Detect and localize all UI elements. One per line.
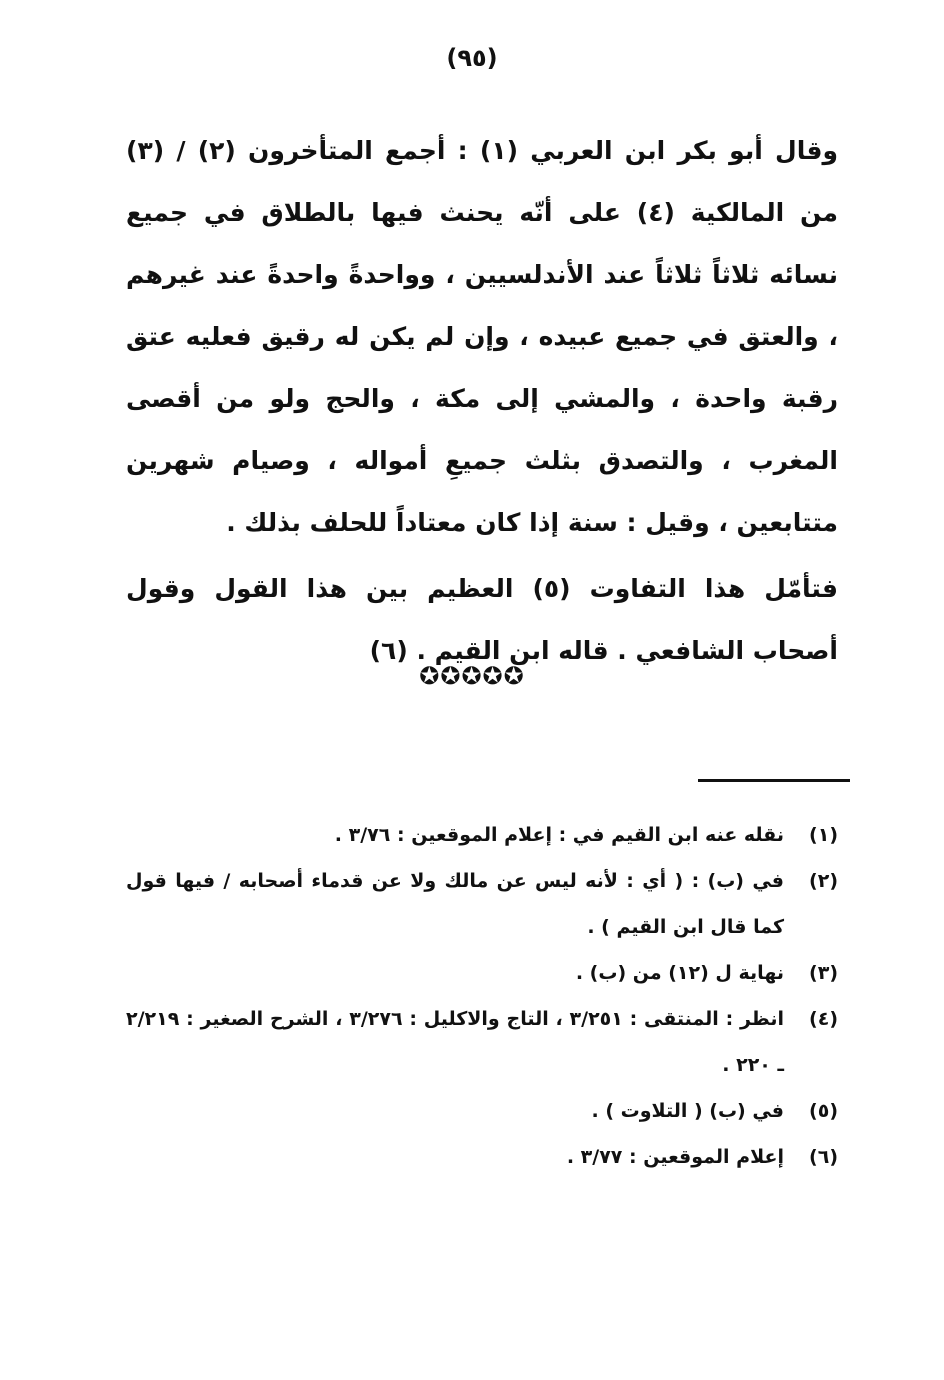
footnote bbox=[126, 996, 838, 1088]
paragraph: فتأمّل هذا التفاوت (٥) العظيم بين هذا القول وقول أصحاب الشافعي . قاله ابن القيم . (٦) bbox=[126, 574, 839, 665]
footnote-number: (٢) bbox=[809, 870, 838, 892]
footnote-text: انظر : المنتقى : ٣/٢٥١ ، التاج والاكليل : ٣/٢٧٦ ، الشرح الصغير : ٢/٢١٩ ـ ٢٢٠ . bbox=[126, 1008, 784, 1076]
footnote bbox=[126, 812, 838, 858]
footnote-number: (٥) bbox=[809, 1100, 838, 1122]
footnote-text: نهاية ل (١٢) من (ب) . bbox=[575, 962, 784, 984]
footnote-text: في (ب) ( التلاوت ) . bbox=[591, 1100, 784, 1122]
main-text bbox=[126, 120, 838, 686]
paragraph: وقال أبو بكر ابن العربي (١) : أجمع المتأخرون (٢) / (٣) من المالكية (٤) على أنّه يحنث فيها بالطلاق في جميع نسائه ثلاثاً ثلاثاً عند الأندلسيين ، وواحدةً واحدةً عند غيرهم ، والعتق في جميع عبيده ، وإن لم يكن له رقيق فعليه عتق رقبة واحدة ، والمشي إلى مكة ، والحج ولو من أقصى المغرب ، والتصدق بثلث جميعِ أمواله ، وصيام شهرين متتابعين ، وقيل : سنة إذا كان معتاداً للحلف بذلك . bbox=[126, 136, 839, 537]
footnote bbox=[126, 950, 838, 996]
footnote bbox=[126, 858, 838, 950]
footnote-number: (٦) bbox=[809, 1146, 838, 1168]
footnote-number: (٣) bbox=[809, 962, 838, 984]
footnote-number: (٤) bbox=[809, 1008, 838, 1030]
footnote-text: نقله عنه ابن القيم في : إعلام الموقعين : ٣/٧٦ . bbox=[334, 824, 784, 846]
footnote-text: إعلام الموقعين : ٣/٧٧ . bbox=[566, 1146, 784, 1168]
page-number: (٩٥) bbox=[446, 44, 498, 72]
footnote-separator bbox=[698, 779, 850, 782]
footnote bbox=[126, 1134, 838, 1180]
footnotes bbox=[126, 812, 838, 1180]
footnote-number: (١) bbox=[809, 824, 838, 846]
footnote-text: في (ب) : ( أي : لأنه ليس عن مالك ولا عن قدماء أصحابه / فيها قول كما قال ابن القيم ) . bbox=[126, 870, 784, 938]
footnote bbox=[126, 1088, 838, 1134]
section-divider-ornament: ✪✪✪✪✪ bbox=[419, 662, 525, 690]
